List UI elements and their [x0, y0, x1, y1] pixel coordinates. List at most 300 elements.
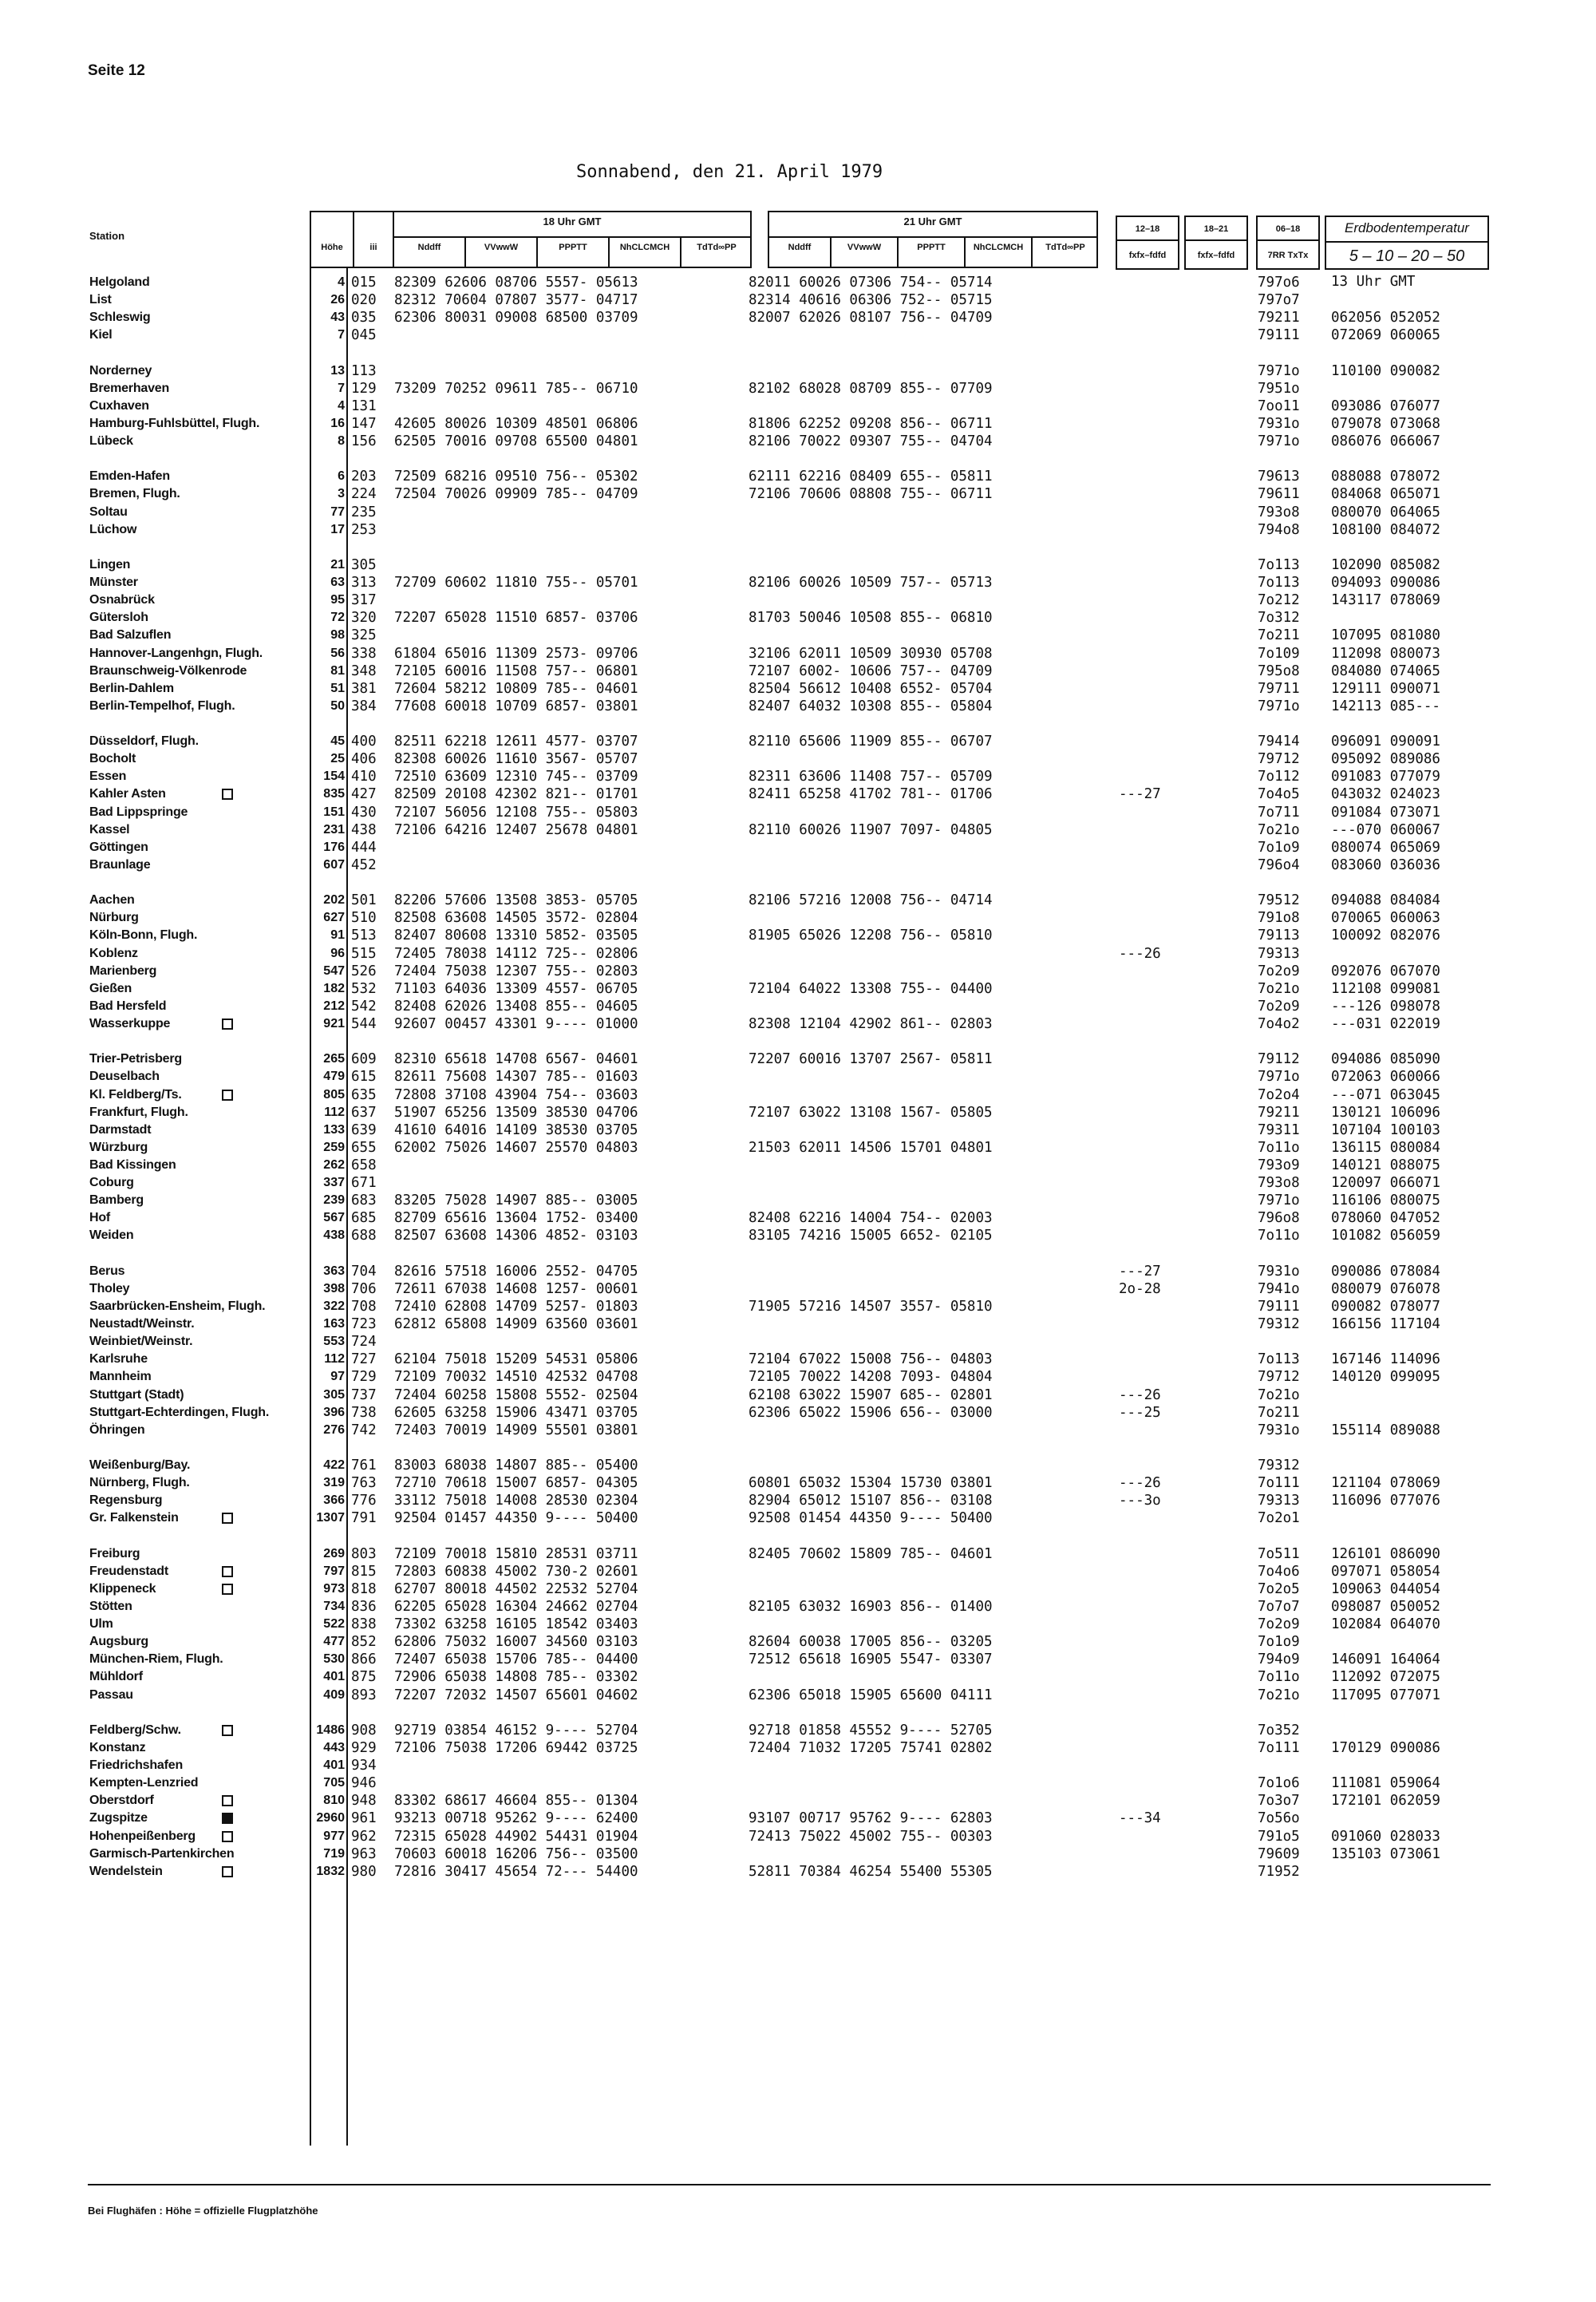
station-name: Kassel: [89, 822, 130, 837]
station-name: Wendelstein: [89, 1864, 163, 1878]
table-row: [0, 1315, 1596, 1333]
header-21-title: 21 Uhr GMT: [903, 216, 962, 227]
precip-group: 7o113: [1258, 1351, 1300, 1368]
station-number: 635: [351, 1086, 377, 1103]
station-number: 381: [351, 680, 377, 697]
obs-18-groups: 83205 75028 14907 885-- 03005: [394, 1193, 638, 1209]
obs-18-groups: 83003 68038 14807 885-- 05400: [394, 1458, 638, 1474]
station-name: Berus: [89, 1264, 125, 1278]
station-name: Nürburg: [89, 911, 139, 925]
soil-temp: 129111 090071: [1331, 680, 1440, 697]
station-name: Soltau: [89, 504, 128, 519]
precip-group: 791o5: [1258, 1828, 1300, 1845]
station-number: 706: [351, 1280, 377, 1297]
soil-temp: 090082 078077: [1331, 1298, 1440, 1315]
obs-18-groups: 62812 65808 14909 63560 03601: [394, 1316, 638, 1333]
table-row: [0, 785, 1596, 803]
station-hoehe: 81: [330, 663, 345, 678]
station-name: Aachen: [89, 893, 135, 908]
station-name: Ulm: [89, 1617, 113, 1632]
station-name: Tholey: [89, 1281, 130, 1295]
soil-temp: 097071 058054: [1331, 1563, 1440, 1580]
precip-group: 79711: [1258, 680, 1300, 697]
station-number: 513: [351, 928, 377, 944]
table-row: [0, 1174, 1596, 1192]
obs-18-groups: 82308 60026 11610 3567- 05707: [394, 751, 638, 768]
station-hoehe: 231: [323, 822, 345, 837]
obs-21-groups: 82408 62216 14004 754-- 02003: [749, 1210, 993, 1227]
precip-group: 791o8: [1258, 910, 1300, 927]
table-row: [0, 1651, 1596, 1668]
header-21-vvwww: VVwwW: [847, 243, 882, 252]
header-21-dew: TdTd∞PP: [1045, 243, 1085, 252]
obs-18-groups: 82408 62026 13408 855-- 04605: [394, 998, 638, 1015]
station-number: 020: [351, 292, 377, 309]
precip-group: 7o2o5: [1258, 1580, 1300, 1597]
table-row: [0, 274, 1596, 291]
station-number: 908: [351, 1722, 377, 1738]
precip-group: 7o2o9: [1258, 1616, 1300, 1633]
obs-21-groups: 82504 56612 10408 6552- 05704: [749, 680, 993, 697]
soil-temp: 140121 088075: [1331, 1157, 1440, 1173]
soil-temp: 079078 073068: [1331, 415, 1440, 432]
station-hoehe: 607: [323, 857, 345, 872]
station-hoehe: 276: [323, 1422, 345, 1437]
station-name: Karlsruhe: [89, 1352, 148, 1367]
station-name: Weinbiet/Weinstr.: [89, 1335, 193, 1349]
station-number: 685: [351, 1210, 377, 1227]
precip-group: 79112: [1258, 1051, 1300, 1068]
obs-21-groups: 72106 70606 08808 755-- 06711: [749, 486, 993, 503]
station-hoehe: 63: [330, 576, 345, 590]
station-number: 501: [351, 892, 377, 909]
table-row: [0, 1687, 1596, 1704]
obs-21-groups: 92508 01454 44350 9---- 50400: [749, 1510, 993, 1527]
station-name: Gütersloh: [89, 611, 148, 625]
station-name: Wasserkuppe: [89, 1017, 171, 1031]
station-number: 400: [351, 734, 377, 750]
table-row: [0, 1086, 1596, 1104]
soil-temp: 136115 080084: [1331, 1139, 1440, 1156]
obs-18-groups: 62505 70016 09708 65500 04801: [394, 433, 638, 450]
soil-temp: 091060 028033: [1331, 1828, 1440, 1845]
station-name: Hohenpeißenberg: [89, 1829, 196, 1843]
footnote: Bei Flughäfen : Höhe = offizielle Flugplatzhöhe: [88, 2205, 318, 2217]
obs-21-groups: 82411 65258 41702 781-- 01706: [749, 786, 993, 803]
obs-21-groups: 82106 57216 12008 756-- 04714: [749, 892, 993, 909]
open-square-icon: [222, 1831, 233, 1842]
header-21-ppptt: PPPTT: [917, 243, 946, 252]
station-name: Passau: [89, 1687, 133, 1702]
table-row: [0, 415, 1596, 433]
station-name: Cuxhaven: [89, 398, 149, 413]
page-label: Seite 12: [88, 62, 145, 79]
soil-temp: ---126 098078: [1331, 998, 1440, 1015]
station-hoehe: 4: [338, 398, 345, 413]
station-number: 203: [351, 469, 377, 485]
station-hoehe: 269: [323, 1546, 345, 1560]
station-number: 929: [351, 1739, 377, 1756]
precip-group: 7o112: [1258, 769, 1300, 785]
station-number: 838: [351, 1616, 377, 1633]
obs-18-groups: 72109 70032 14510 42532 04708: [394, 1369, 638, 1386]
obs-18-groups: 72906 65038 14808 785-- 03302: [394, 1669, 638, 1686]
table-row: [0, 821, 1596, 839]
station-number: 430: [351, 804, 377, 821]
obs-21-groups: 72207 60016 13707 2567- 05811: [749, 1051, 993, 1068]
obs-18-groups: 72816 30417 45654 72--- 54400: [394, 1863, 638, 1880]
obs-18-groups: 72808 37108 43904 754-- 03603: [394, 1086, 638, 1103]
precip-group: 79111: [1258, 327, 1300, 344]
station-number: 688: [351, 1228, 377, 1244]
obs-18-groups: 72509 68216 09510 756-- 05302: [394, 469, 638, 485]
station-number: 532: [351, 980, 377, 997]
obs-18-groups: 71103 64036 13309 4557- 06705: [394, 980, 638, 997]
station-number: 045: [351, 327, 377, 344]
wind-peak: ---27: [1119, 786, 1161, 803]
precip-group: 7o4o2: [1258, 1016, 1300, 1033]
station-hoehe: 151: [323, 805, 345, 819]
table-row: [0, 398, 1596, 415]
soil-temp: 080074 065069: [1331, 839, 1440, 856]
table-row: [0, 892, 1596, 909]
station-name: Freudenstadt: [89, 1564, 168, 1578]
station-number: 609: [351, 1051, 377, 1068]
station-name: Stuttgart (Stadt): [89, 1387, 184, 1402]
soil-temp: 096091 090091: [1331, 734, 1440, 750]
obs-18-groups: 82616 57518 16006 2552- 04705: [394, 1263, 638, 1280]
table-row: [0, 1598, 1596, 1616]
obs-21-groups: 32106 62011 10509 30930 05708: [749, 645, 993, 662]
header-21-clouds: NhCLCMCH: [973, 243, 1024, 252]
precip-group: 7o511: [1258, 1545, 1300, 1562]
table-row: [0, 485, 1596, 503]
station-hoehe: 547: [323, 963, 345, 978]
station-hoehe: 112: [324, 1105, 345, 1119]
obs-18-groups: 72405 78038 14112 725-- 02806: [394, 945, 638, 962]
station-number: 761: [351, 1458, 377, 1474]
station-number: 708: [351, 1298, 377, 1315]
obs-21-groups: 82106 60026 10509 757-- 05713: [749, 575, 993, 591]
wind-peak: ---27: [1119, 1263, 1161, 1280]
soil-temp: 084080 074065: [1331, 663, 1440, 679]
station-name: Freiburg: [89, 1546, 140, 1560]
station-name: Frankfurt, Flugh.: [89, 1105, 188, 1119]
soil-temp: 094086 085090: [1331, 1051, 1440, 1068]
table-row: [0, 1509, 1596, 1527]
station-name: Weißenburg/Bay.: [89, 1458, 191, 1473]
obs-21-groups: 72512 65618 16905 5547- 03307: [749, 1651, 993, 1668]
table-row: [0, 945, 1596, 963]
station-number: 866: [351, 1651, 377, 1668]
soil-temp: 094093 090086: [1331, 575, 1440, 591]
soil-temp: 083060 036036: [1331, 856, 1440, 873]
table-row: [0, 309, 1596, 326]
table-row: [0, 1828, 1596, 1845]
station-hoehe: 3: [338, 487, 345, 501]
station-number: 637: [351, 1104, 377, 1121]
obs-21-groups: 93107 00717 95762 9---- 62803: [749, 1810, 993, 1827]
station-name: Hof: [89, 1211, 111, 1225]
obs-18-groups: 62605 63258 15906 43471 03705: [394, 1404, 638, 1421]
station-hoehe: 112: [324, 1352, 345, 1367]
obs-21-groups: 72104 64022 13308 755-- 04400: [749, 980, 993, 997]
precip-group: 7o2o1: [1258, 1510, 1300, 1527]
station-name: Darmstadt: [89, 1122, 152, 1137]
obs-18-groups: 72403 70019 14909 55501 03801: [394, 1422, 638, 1438]
obs-21-groups: 52811 70384 46254 55400 55305: [749, 1863, 993, 1880]
station-number: 320: [351, 610, 377, 627]
precip-group: 7o21o: [1258, 980, 1300, 997]
obs-18-groups: 72107 56056 12108 755-- 05803: [394, 804, 638, 821]
station-hoehe: 401: [323, 1670, 345, 1684]
soil-temp: 086076 066067: [1331, 433, 1440, 450]
obs-18-groups: 72510 63609 12310 745-- 03709: [394, 769, 638, 785]
station-hoehe: 396: [323, 1405, 345, 1419]
station-hoehe: 422: [323, 1458, 345, 1473]
station-hoehe: 26: [330, 293, 345, 307]
station-hoehe: 1832: [316, 1864, 345, 1878]
station-name: Neustadt/Weinstr.: [89, 1317, 195, 1331]
obs-18-groups: 51907 65256 13509 38530 04706: [394, 1104, 638, 1121]
precip-group: 7931o: [1258, 1263, 1300, 1280]
obs-21-groups: 82405 70602 15809 785-- 04601: [749, 1545, 993, 1562]
station-number: 875: [351, 1669, 377, 1686]
header-hoehe: Höhe: [321, 243, 343, 252]
station-number: 156: [351, 433, 377, 450]
station-number: 737: [351, 1386, 377, 1403]
obs-18-groups: 72315 65028 44902 54431 01904: [394, 1828, 638, 1845]
table-row: [0, 1563, 1596, 1580]
table-row: [0, 1845, 1596, 1863]
station-number: 934: [351, 1758, 377, 1774]
obs-18-groups: 82611 75608 14307 785-- 01603: [394, 1069, 638, 1086]
obs-18-groups: 72604 58212 10809 785-- 04601: [394, 680, 638, 697]
table-row: [0, 804, 1596, 821]
precip-group: 79414: [1258, 734, 1300, 750]
soil-temp: 043032 024023: [1331, 786, 1440, 803]
station-hoehe: 627: [323, 911, 345, 925]
precip-group: 7o111: [1258, 1475, 1300, 1492]
station-hoehe: 56: [330, 646, 345, 660]
station-hoehe: 477: [323, 1635, 345, 1649]
precip-group: 796o4: [1258, 856, 1300, 873]
soil-temp: 094088 084084: [1331, 892, 1440, 909]
station-hoehe: 522: [323, 1617, 345, 1632]
station-hoehe: 51: [330, 681, 345, 695]
soil-temp: 116106 080075: [1331, 1193, 1440, 1209]
station-name: Gießen: [89, 981, 132, 995]
precip-group: 79313: [1258, 1493, 1300, 1509]
table-row: [0, 1633, 1596, 1651]
station-number: 615: [351, 1069, 377, 1086]
station-name: Zugspitze: [89, 1811, 148, 1825]
table-row: [0, 998, 1596, 1015]
station-number: 515: [351, 945, 377, 962]
obs-18-groups: 72404 75038 12307 755-- 02803: [394, 963, 638, 979]
station-number: 452: [351, 856, 377, 873]
table-row: [0, 1757, 1596, 1774]
time13-label: 13 Uhr GMT: [1331, 274, 1416, 290]
station-hoehe: 401: [323, 1758, 345, 1773]
station-number: 129: [351, 380, 377, 397]
precip-group: 7o2o4: [1258, 1086, 1300, 1103]
station-hoehe: 4: [338, 275, 345, 289]
soil-temp: 166156 117104: [1331, 1316, 1440, 1333]
soil-temp: 080070 064065: [1331, 504, 1440, 520]
table-row: [0, 963, 1596, 980]
soil-temp: 072069 060065: [1331, 327, 1440, 344]
station-name: Konstanz: [89, 1740, 146, 1754]
obs-18-groups: 41610 64016 14109 38530 03705: [394, 1121, 638, 1138]
soil-temp: 116096 077076: [1331, 1493, 1440, 1509]
station-name: Braunlage: [89, 857, 151, 872]
obs-21-groups: 81806 62252 09208 856-- 06711: [749, 415, 993, 432]
station-number: 658: [351, 1157, 377, 1173]
obs-18-groups: 62806 75032 16007 34560 03103: [394, 1634, 638, 1651]
station-name: Lingen: [89, 557, 131, 572]
wind-peak: ---26: [1119, 1386, 1161, 1403]
soil-temp: 146091 164064: [1331, 1651, 1440, 1668]
open-square-icon: [222, 1566, 233, 1577]
station-name: Münster: [89, 576, 138, 590]
station-name: Bremen, Flugh.: [89, 487, 180, 501]
soil-temp: ---070 060067: [1331, 821, 1440, 838]
precip-group: 7o2o9: [1258, 998, 1300, 1015]
soil-temp: 172101 062059: [1331, 1793, 1440, 1810]
table-row: [0, 1792, 1596, 1810]
station-number: 791: [351, 1510, 377, 1527]
station-number: 526: [351, 963, 377, 979]
precip-group: 7o113: [1258, 575, 1300, 591]
obs-18-groups: 83302 68617 46604 855-- 01304: [394, 1793, 638, 1810]
station-name: Feldberg/Schw.: [89, 1723, 181, 1737]
wind-peak: 2o-28: [1119, 1280, 1161, 1297]
soil-temp: 107095 081080: [1331, 627, 1440, 644]
precip-group: 794o9: [1258, 1651, 1300, 1668]
station-hoehe: 705: [323, 1776, 345, 1790]
station-name: Bremerhaven: [89, 381, 170, 395]
station-name: Hannover-Langenhgn, Flugh.: [89, 646, 263, 660]
obs-21-groups: 62108 63022 15907 685-- 02801: [749, 1386, 993, 1403]
table-row: [0, 326, 1596, 344]
station-name: Bocholt: [89, 752, 136, 766]
obs-18-groups: 72109 70018 15810 28531 03711: [394, 1545, 638, 1562]
soil-temp: ---071 063045: [1331, 1086, 1440, 1103]
station-number: 836: [351, 1599, 377, 1615]
station-name: Bamberg: [89, 1193, 144, 1208]
station-hoehe: 239: [323, 1193, 345, 1208]
station-number: 963: [351, 1845, 377, 1862]
table-row: [0, 1068, 1596, 1086]
obs-18-groups: 82310 65618 14708 6567- 04601: [394, 1051, 638, 1068]
station-name: Bad Lippspringe: [89, 805, 188, 819]
station-number: 444: [351, 839, 377, 856]
soil-temp: 092076 067070: [1331, 963, 1440, 979]
station-name: Mühldorf: [89, 1670, 143, 1684]
station-name: Weiden: [89, 1228, 134, 1243]
station-name: Friedrichshafen: [89, 1758, 184, 1773]
precip-group: 7971o: [1258, 1193, 1300, 1209]
table-row: [0, 1580, 1596, 1598]
obs-18-groups: 73302 63258 16105 18542 03403: [394, 1616, 638, 1633]
station-hoehe: 6: [338, 469, 345, 484]
table-row: [0, 1368, 1596, 1386]
obs-21-groups: 82007 62026 08107 756-- 04709: [749, 310, 993, 326]
station-name: Oberstdorf: [89, 1794, 154, 1808]
obs-18-groups: 82312 70604 07807 3577- 04717: [394, 292, 638, 309]
obs-21-groups: 82904 65012 15107 856-- 03108: [749, 1493, 993, 1509]
station-hoehe: 567: [323, 1211, 345, 1225]
table-row: [0, 468, 1596, 485]
station-hoehe: 77: [330, 504, 345, 519]
table-row: [0, 591, 1596, 609]
header-18-21-sub: fxfx–fdfd: [1197, 251, 1235, 260]
station-number: 253: [351, 521, 377, 538]
station-hoehe: 259: [323, 1140, 345, 1154]
station-hoehe: 322: [323, 1299, 345, 1313]
station-number: 317: [351, 592, 377, 609]
precip-group: 7931o: [1258, 415, 1300, 432]
station-number: 510: [351, 910, 377, 927]
obs-18-groups: 72410 62808 14709 5257- 01803: [394, 1298, 638, 1315]
header-12-18: 12–18: [1135, 224, 1160, 234]
station-name: Kiel: [89, 328, 113, 342]
soil-temp: 110100 090082: [1331, 362, 1440, 379]
station-hoehe: 719: [323, 1846, 345, 1861]
precip-group: 79313: [1258, 945, 1300, 962]
station-name: Düsseldorf, Flugh.: [89, 734, 199, 749]
precip-group: 7o21o: [1258, 1386, 1300, 1403]
soil-temp: 078060 047052: [1331, 1210, 1440, 1227]
station-number: 655: [351, 1139, 377, 1156]
table-row: [0, 1280, 1596, 1298]
obs-21-groups: 81905 65026 12208 756-- 05810: [749, 928, 993, 944]
station-number: 961: [351, 1810, 377, 1827]
precip-group: 7o111: [1258, 1739, 1300, 1756]
obs-21-groups: 82105 63032 16903 856-- 01400: [749, 1599, 993, 1615]
station-hoehe: 810: [323, 1794, 345, 1808]
station-number: 542: [351, 998, 377, 1015]
precip-group: 7o711: [1258, 804, 1300, 821]
precip-group: 7971o: [1258, 362, 1300, 379]
soil-temp: 120097 066071: [1331, 1175, 1440, 1192]
station-hoehe: 479: [323, 1070, 345, 1084]
precip-group: 7o109: [1258, 645, 1300, 662]
station-hoehe: 16: [330, 416, 345, 430]
station-name: Lübeck: [89, 434, 133, 449]
header-iii: iii: [369, 243, 377, 252]
soil-temp: ---031 022019: [1331, 1016, 1440, 1033]
soil-temp: 112092 072075: [1331, 1669, 1440, 1686]
soil-temp: 107104 100103: [1331, 1121, 1440, 1138]
station-number: 015: [351, 275, 377, 291]
soil-temp: 112108 099081: [1331, 980, 1440, 997]
table-row: [0, 521, 1596, 539]
station-hoehe: 182: [323, 981, 345, 995]
rule-bottom: [88, 2184, 1491, 2185]
table-row: [0, 927, 1596, 944]
soil-temp: 135103 073061: [1331, 1845, 1440, 1862]
open-square-icon: [222, 1866, 233, 1877]
precip-group: 7o312: [1258, 610, 1300, 627]
station-hoehe: 8: [338, 434, 345, 449]
obs-18-groups: 62205 65028 16304 24662 02704: [394, 1599, 638, 1615]
obs-21-groups: 92718 01858 45552 9---- 52705: [749, 1722, 993, 1738]
soil-temp: 091084 073071: [1331, 804, 1440, 821]
station-name: Augsburg: [89, 1635, 148, 1649]
table-row: [0, 663, 1596, 680]
